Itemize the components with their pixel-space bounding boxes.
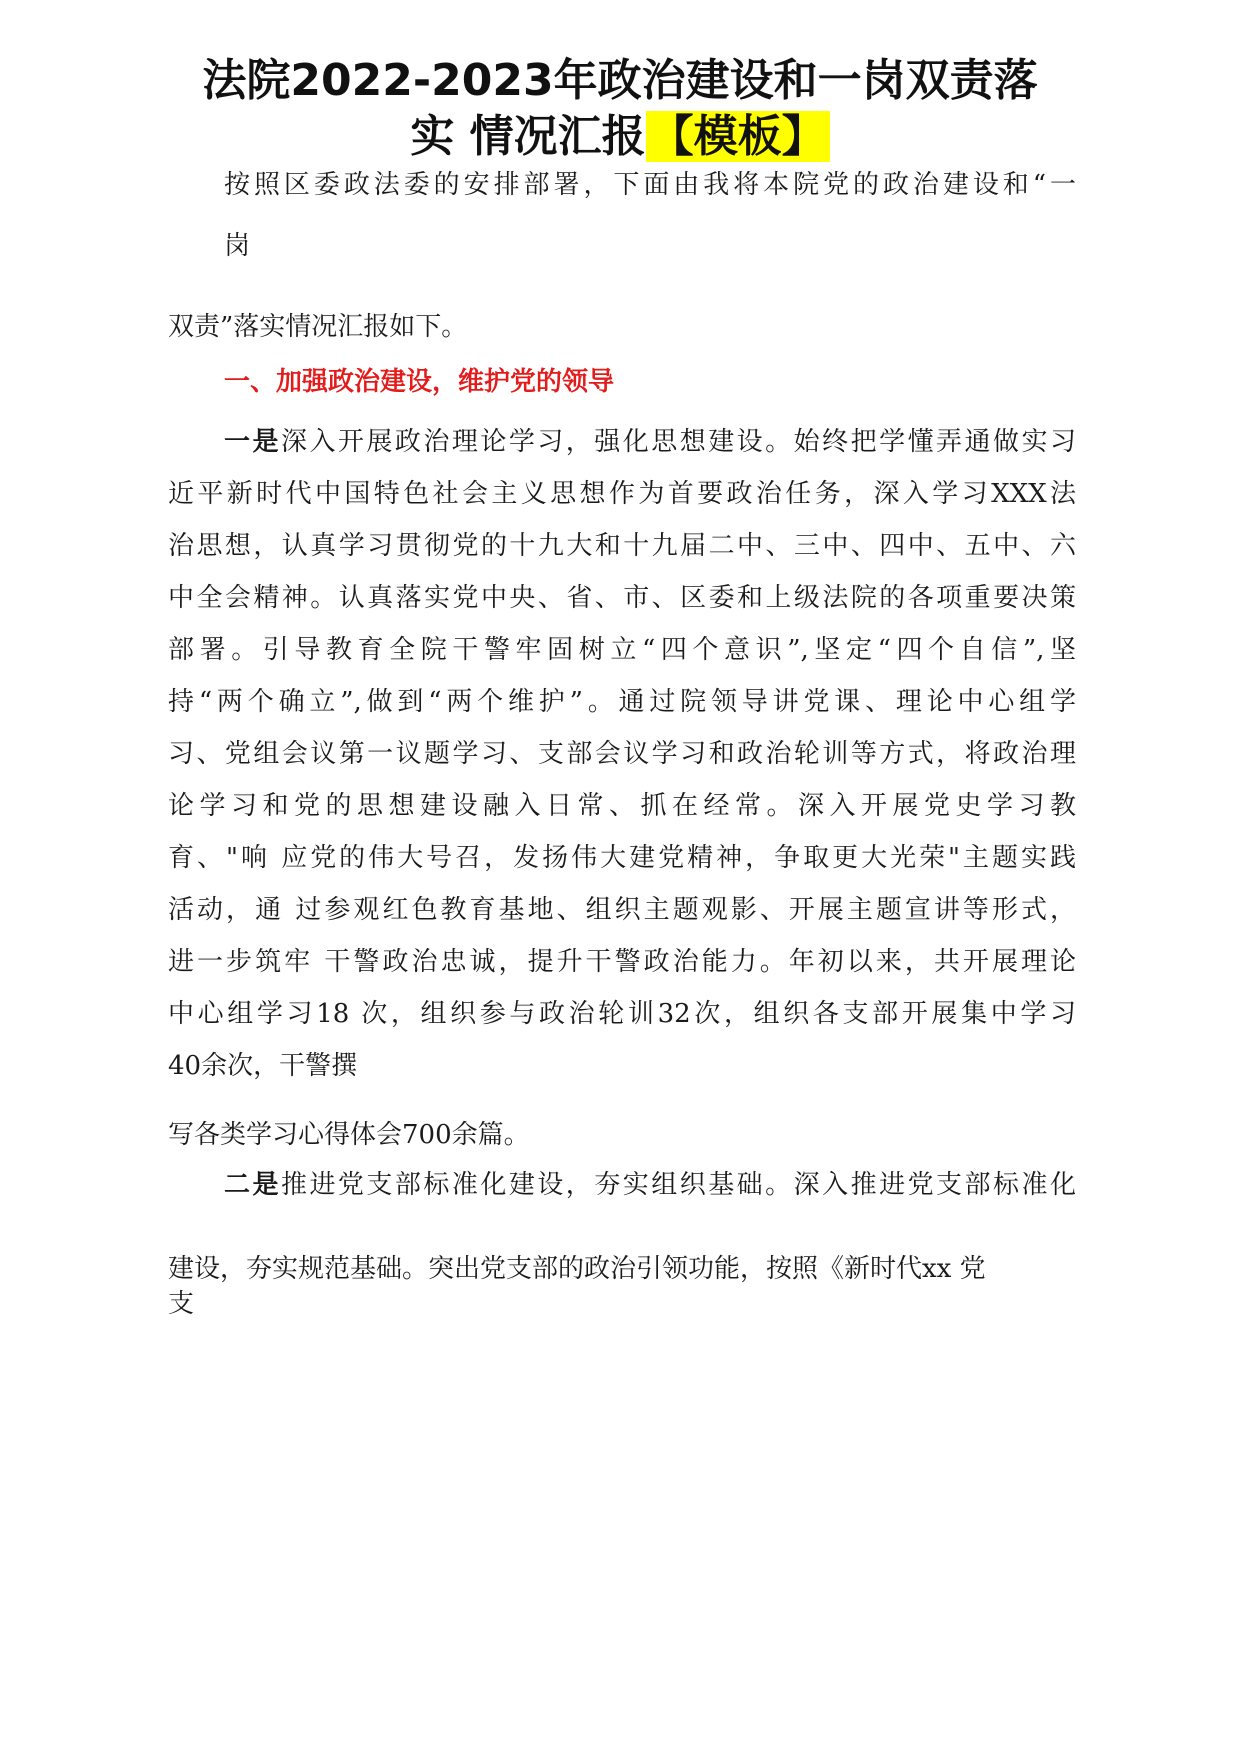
intro-line-1: 按照区委政法委的安排部署，下面由我将本院党的政治建设和“一 xyxy=(224,170,1076,200)
paragraph-1-line-3: 治思想，认真学习贯彻党的十九大和十九届二中、三中、四中、五中、六 xyxy=(168,531,1076,561)
document-title-line-1: 法院2022-2023年政治建设和一岗双责落 xyxy=(202,55,1038,106)
paragraph-1-line-13: 40余次，干警撰 xyxy=(168,1051,358,1081)
paragraph-1-line-11: 进一步筑牢 干警政治忠诚，提升干警政治能力。年初以来，共开展理论 xyxy=(168,947,1076,977)
paragraph-1-line-1: 一是深入开展政治理论学习，强化思想建设。始终把学懂弄通做实习 xyxy=(224,427,1076,457)
document-title-line-2 xyxy=(150,110,1090,164)
paragraph-1-line-6: 持“两个确立”,做到“两个维护”。通过院领导讲党课、理论中心组学 xyxy=(168,687,1076,717)
intro-line-2: 岗 xyxy=(224,231,251,261)
template-highlight-tag: 【模板】 xyxy=(646,111,830,162)
intro-line-3: 双责”落实情况汇报如下。 xyxy=(168,312,468,342)
paragraph-lead: 一是 xyxy=(224,427,281,457)
paragraph-2-line-2: 建设，夯实规范基础。突出党支部的政治引领功能，按照《新时代xx 党 xyxy=(168,1254,986,1284)
paragraph-lead: 二是 xyxy=(224,1170,281,1200)
paragraph-1-line-5: 部署。引导教育全院干警牢固树立“四个意识”,坚定“四个自信”,坚 xyxy=(168,635,1076,665)
paragraph-1-line-4: 中全会精神。认真落实党中央、省、市、区委和上级法院的各项重要决策 xyxy=(168,583,1076,613)
paragraph-1-line-7: 习、党组会议第一议题学习、支部会议学习和政治轮训等方式，将政治理 xyxy=(168,739,1076,769)
paragraph-2-line-1: 二是推进党支部标准化建设，夯实组织基础。深入推进党支部标准化 xyxy=(224,1170,1076,1200)
paragraph-1-line-10: 活动，通 过参观红色教育基地、组织主题观影、开展主题宣讲等形式， xyxy=(168,895,1076,925)
paragraph-1-line-14: 写各类学习心得体会700余篇。 xyxy=(168,1120,530,1150)
paragraph-1-line-2: 近平新时代中国特色社会主义思想作为首要政治任务，深入学习XXX法 xyxy=(168,479,1076,509)
paragraph-2-line-3: 支 xyxy=(168,1289,195,1319)
paragraph-1-line-12: 中心组学习18 次，组织参与政治轮训32次，组织各支部开展集中学习 xyxy=(168,999,1076,1029)
title-text: 实 情况汇报 xyxy=(410,111,646,162)
paragraph-1-line-9: 育、"响 应党的伟大号召，发扬伟大建党精神，争取更大光荣"主题实践 xyxy=(168,843,1076,873)
paragraph-1-line-8: 论学习和党的思想建设融入日常、抓在经常。深入开展党史学习教 xyxy=(168,791,1076,821)
section-heading: 一、加强政治建设，维护党的领导 xyxy=(224,367,615,397)
